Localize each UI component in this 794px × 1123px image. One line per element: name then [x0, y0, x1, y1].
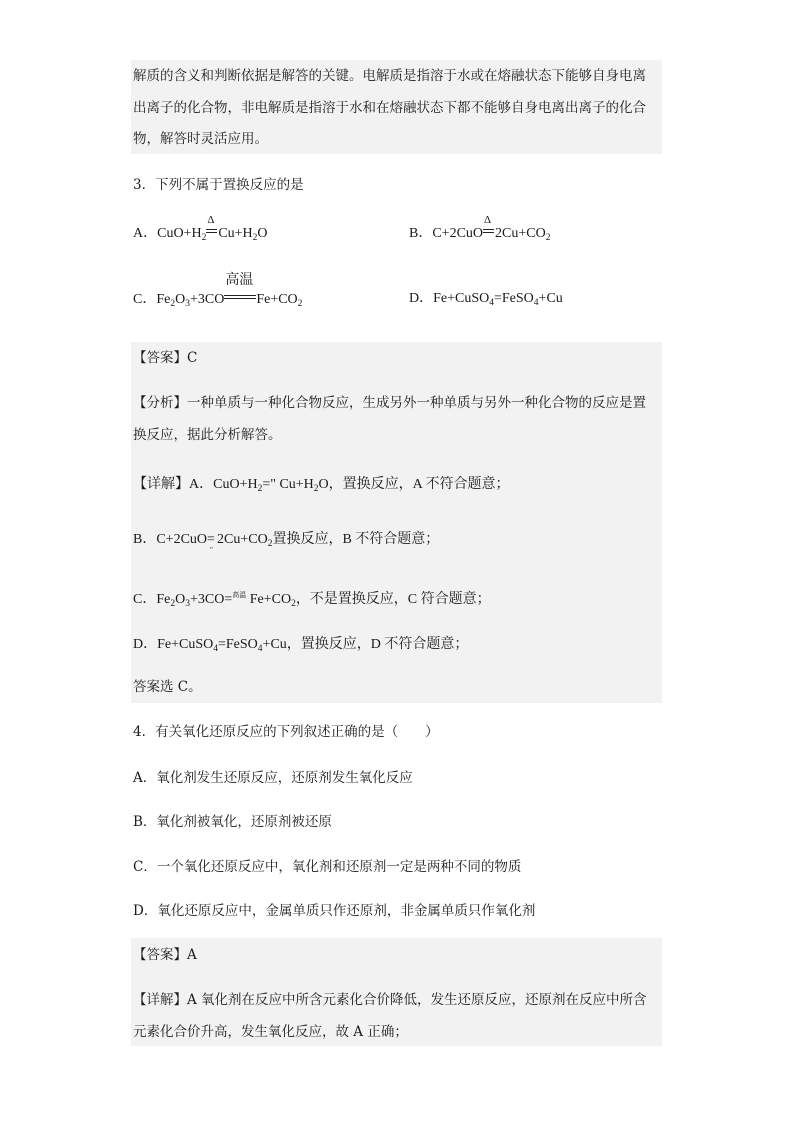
q4-option-c: C．一个氧化还原反应中，氧化剂和还原剂一定是两种不同的物质 [133, 859, 522, 875]
q3-analysis-line-2: 换反应，据此分析解答。 [133, 427, 282, 443]
q4-detail-line-2: 元素化合价升高，发生氧化反应，故 A 正确； [133, 1024, 408, 1040]
q3-option-d: D．Fe+CuSO$_4$=FeSO$_4$+Cu [409, 291, 563, 308]
explanation-line-2: 出离子的化合物，非电解质是指溶于水和在熔融状态下都不能够自身电离出离子的化合 [133, 100, 646, 116]
q3-option-a: A．$CuO+H_2$ Δ $Cu+H_2O$ [133, 214, 268, 243]
q3-stem: 3．下列不属于置换反应的是 [133, 177, 304, 193]
q3-answer: 【答案】C [133, 350, 198, 366]
q3-option-c: C．$Fe_2O_3+3CO$ 高温 $Fe+CO_2$ [133, 272, 303, 309]
q3-detail-c: C．$Fe_2O_3+3CO=^{高温}$ $Fe+CO_2$，不是置换反应，C 符合题意； [133, 591, 491, 609]
q4-stem: 4．有关氧化还原反应的下列叙述正确的是（ ） [133, 724, 439, 740]
explanation-line-3: 物，解答时灵活应用。 [133, 131, 268, 147]
q4-option-b: B．氧化剂被氧化，还原剂被还原 [133, 814, 332, 830]
q3-detail-d: D．Fe+CuSO$_4$=FeSO$_4$+Cu，置换反应，D 不符合题意； [133, 637, 469, 654]
q4-answer: 【答案】A [133, 947, 197, 963]
q4-option-a: A．氧化剂发生还原反应，还原剂发生氧化反应 [133, 770, 413, 786]
heat-condition-icon: Δ [483, 223, 495, 239]
q3-option-b: B．C+2CuO Δ $2Cu+CO_2$ [409, 214, 551, 243]
q3-analysis-line-1: 【分析】一种单质与一种化合物反应，生成另外一种单质与另外一种化合物的反应是置 [133, 395, 646, 411]
q3-conclusion: 答案选 C。 [133, 679, 202, 695]
explanation-line-1: 解质的含义和判断依据是解答的关键。电解质是指溶于水或在熔融状态下能够自身电离 [133, 68, 646, 84]
q4-option-d: D．氧化还原反应中，金属单质只作还原剂，非金属单质只作氧化剂 [133, 903, 536, 919]
q3-detail-b: B．C+2CuO " = $2Cu+CO_2$置换反应，B 不符合题意； [133, 532, 440, 554]
q3-detail-a: 【详解】A．$CuO+H_2=$" $Cu+H_2O$，置换反应，A 不符合题意； [133, 477, 510, 494]
high-temp-condition: 高温 [224, 289, 256, 305]
equals-mark: " = [207, 532, 215, 554]
heat-condition-icon: Δ [206, 223, 218, 239]
q4-detail-line-1: 【详解】A 氧化剂在反应中所含元素化合价降低，发生还原反应，还原剂在反应中所含 [133, 992, 647, 1008]
